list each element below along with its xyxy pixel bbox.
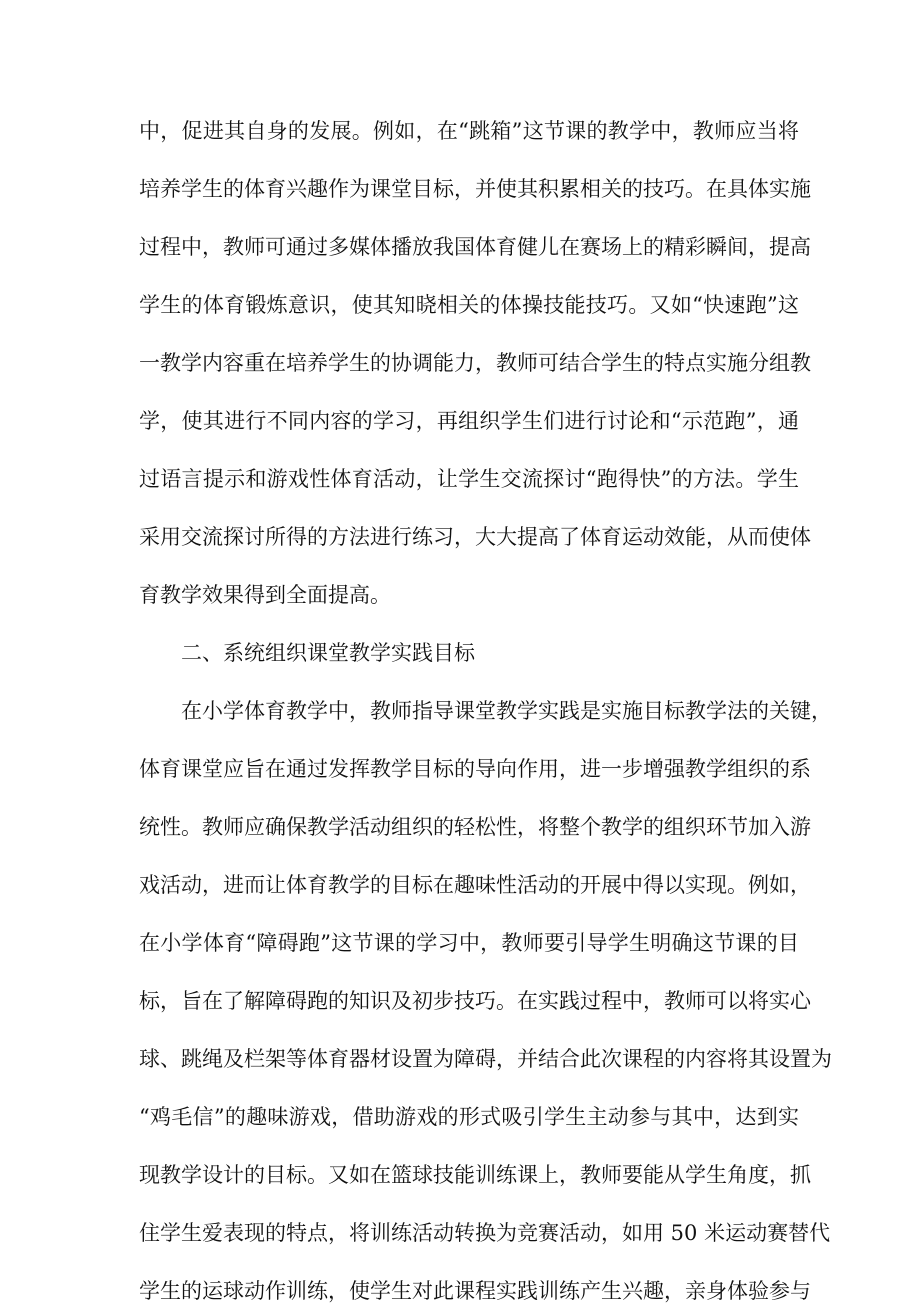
text-line: 在小学体育“障碍跑”这节课的学习中，教师要引导学生明确这节课的目 <box>139 931 799 955</box>
text-line: 在小学体育教学中，教师指导课堂教学实践是实施目标教学法的关键， <box>181 699 832 723</box>
text-line: 培养学生的体育兴趣作为课堂目标，并使其积累相关的技巧。在具体实施 <box>139 177 811 201</box>
text-line: 过程中，教师可通过多媒体播放我国体育健儿在赛场上的精彩瞬间，提高 <box>139 235 811 259</box>
text-line: 学，使其进行不同内容的学习，再组织学生们进行讨论和“示范跑”，通 <box>139 409 799 433</box>
text-line: 球、跳绳及栏架等体育器材设置为障碍，并结合此次课程的内容将其设置为 <box>139 1047 832 1071</box>
section-heading: 二、系统组织课堂教学实践目标 <box>181 641 475 665</box>
text-line: 标，旨在了解障碍跑的知识及初步技巧。在实践过程中，教师可以将实心 <box>139 989 811 1013</box>
text-line: 过语言提示和游戏性体育活动，让学生交流探讨“跑得快”的方法。学生 <box>139 467 799 491</box>
text-line: “鸡毛信”的趣味游戏，借助游戏的形式吸引学生主动参与其中，达到实 <box>139 1105 799 1129</box>
text-line: 育教学效果得到全面提高。 <box>139 583 391 607</box>
text-line: 中，促进其自身的发展。例如，在“跳箱”这节课的教学中，教师应当将 <box>139 119 799 143</box>
text-line: 统性。教师应确保教学活动组织的轻松性，将整个教学的组织环节加入游 <box>139 815 811 839</box>
text-line: 住学生爱表现的特点，将训练活动转换为竞赛活动，如用 50 米运动赛替代 <box>139 1221 831 1245</box>
text-line: 一教学内容重在培养学生的协调能力，教师可结合学生的特点实施分组教 <box>139 351 811 375</box>
text-line: 采用交流探讨所得的方法进行练习，大大提高了体育运动效能，从而使体 <box>139 525 811 549</box>
text-line: 现教学设计的目标。又如在篮球技能训练课上，教师要能从学生角度，抓 <box>139 1163 811 1187</box>
text-line: 戏活动，进而让体育教学的目标在趣味性活动的开展中得以实现。例如， <box>139 873 811 897</box>
text-line: 学生的体育锻炼意识，使其知晓相关的体操技能技巧。又如“快速跑”这 <box>139 293 799 317</box>
text-line: 体育课堂应旨在通过发挥教学目标的导向作用，进一步增强教学组织的系 <box>139 757 811 781</box>
text-line: 学生的运球动作训练，使学生对此课程实践训练产生兴趣，亲身体验参与 <box>139 1279 811 1303</box>
